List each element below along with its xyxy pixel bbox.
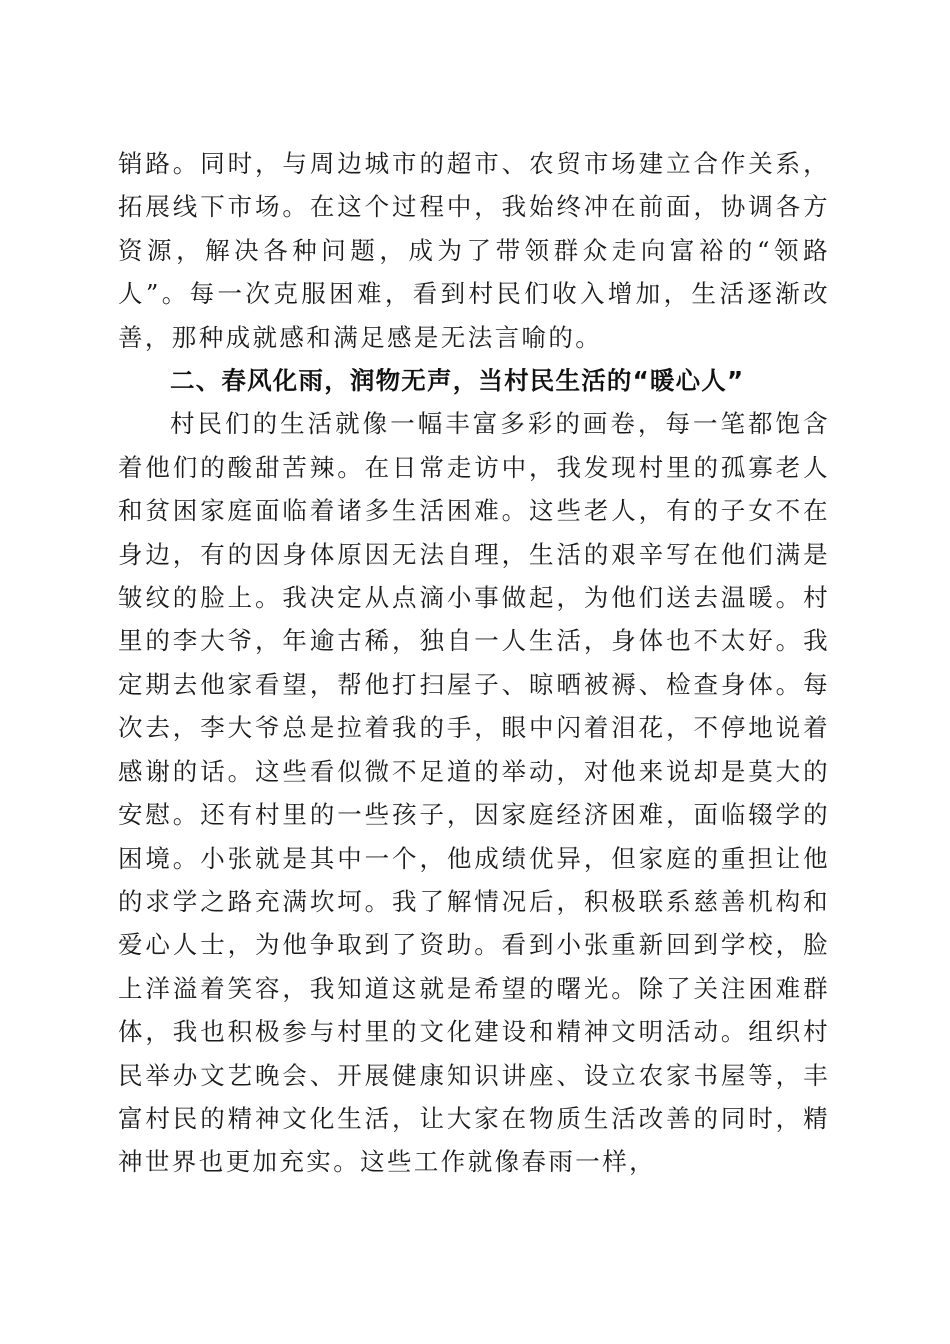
paragraph-continued: 销路。同时，与周边城市的超市、农贸市场建立合作关系，拓展线下市场。在这个过程中，我始终冲在前面，协调各方资源，解决各种问题，成为了带领群众走向富裕的“领路人”。每一次克服困难，看到村民们收入增加，生活逐渐改善，那种成就感和满足感是无法言喻的。: [118, 149, 830, 352]
document-body: [118, 142, 830, 1184]
paragraph-main: 村民们的生活就像一幅丰富多彩的画卷，每一笔都饱含着他们的酸甜苦辣。在日常走访中，我发现村里的孤寡老人和贫困家庭面临着诸多生活困难。这些老人，有的子女不在身边，有的因身体原因无法自理，生活的艰辛写在他们满是皱纹的脸上。我决定从点滴小事做起，为他们送去温暖。村里的李大爷，年逾古稀，独自一人生活，身体也不太好。我定期去他家看望，帮他打扫屋子、晾晒被褥、检查身体。每次去，李大爷总是拉着我的手，眼中闪着泪花，不停地说着感谢的话。这些看似微不足道的举动，对他来说却是莫大的安慰。还有村里的一些孩子，因家庭经济困难，面临辍学的困境。小张就是其中一个，他成绩优异，但家庭的重担让他的求学之路充满坎坷。我了解情况后，积极联系慈善机构和爱心人士，为他争取到了资助。看到小张重新回到学校，脸上洋溢着笑容，我知道这就是希望的曙光。除了关注困难群体，我也积极参与村里的文化建设和精神文明活动。组织村民举办文艺晚会、开展健康知识讲座、设立农家书屋等，丰富村民的精神文化生活，让大家在物质生活改善的同时，精神世界也更加充实。这些工作就像春雨一样，: [118, 409, 830, 1177]
section-heading: 二、春风化雨，润物无声，当村民生活的“暖心人”: [170, 366, 745, 396]
